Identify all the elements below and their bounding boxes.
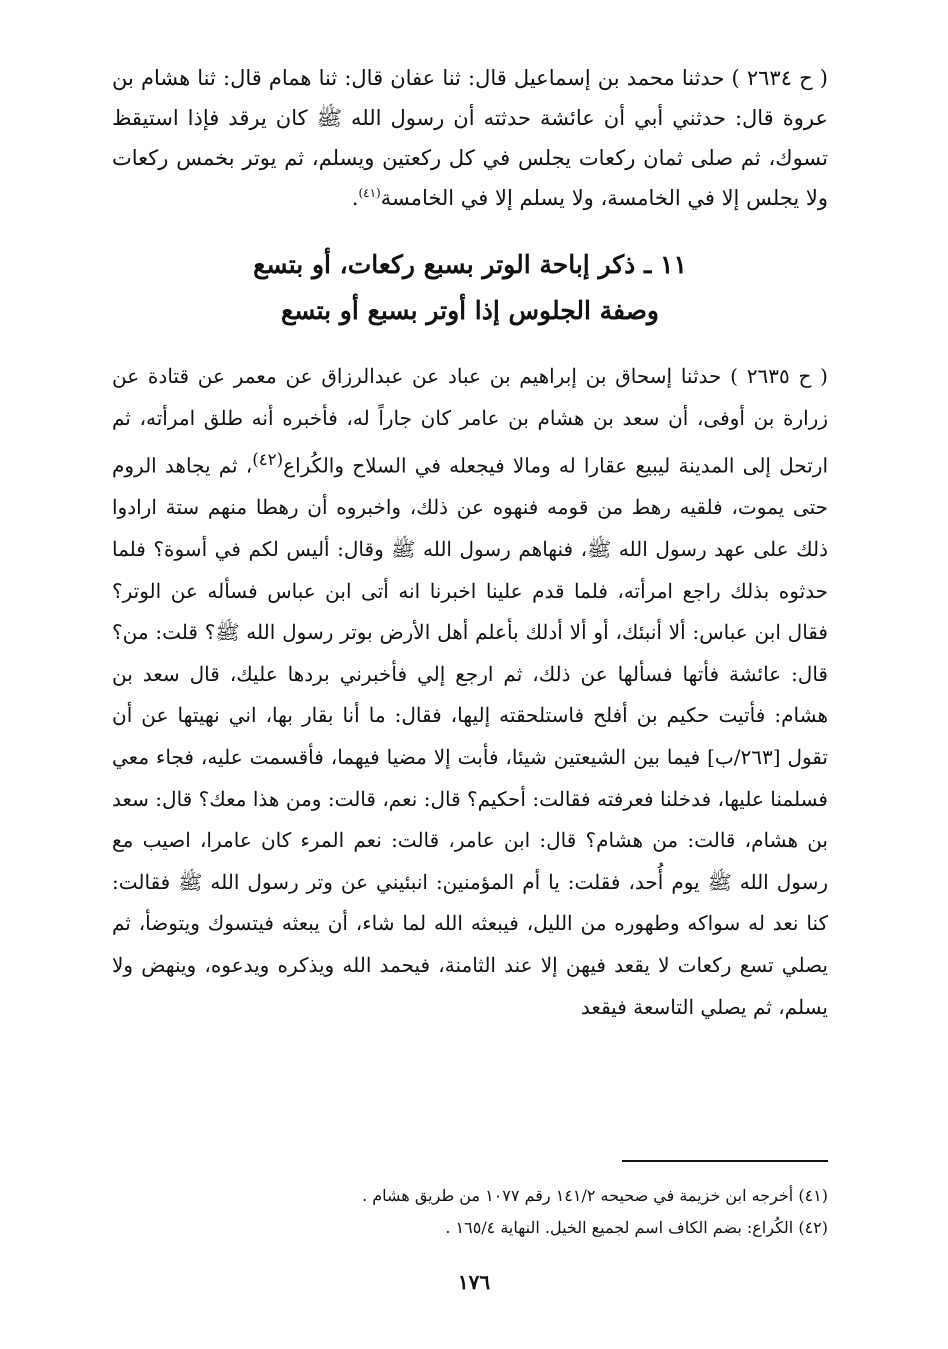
page-number: ١٧٦: [457, 1270, 491, 1294]
hadith-2635-text-part1: ( ح ٢٦٣٥ ) حدثنا إسحاق بن إبراهيم بن عباد عن عبدالرزاق عن معمر عن قتادة عن زرارة بن أوفى، أن سعد بن هشام بن عامر كان جاراً له، فأخبره أنه طلق امرأته، ثم ارتحل إلى المدينة ليبيع عقارا له ومالا فيجعله في السلاح والكُراع: [112, 364, 828, 478]
section-heading-line-2: وصفة الجلوس إذا أوتر بسبع أو بتسع: [280, 296, 659, 325]
hadith-2635-paragraph: [112, 356, 828, 1028]
footnote-42: (٤٢) الكُراع: بضم الكاف اسم لجميع الخيل. النهاية ١٦٥/٤ .: [445, 1218, 828, 1237]
hadith-2634-text: ( ح ٢٦٣٤ ) حدثنا محمد بن إسماعيل قال: ثنا عفان قال: ثنا همام قال: ثنا هشام بن عروة قال: حدثني أبي أن عائشة حدثته أن رسول الله ﷺ كان يرقد فإذا استيقظ تسوك، ثم صلى ثمان ركعات يجلس في كل ركعتين ويسلم، ثم يوتر بخمس ركعات ولا يجلس إلا في الخامسة، ولا يسلم إلا في الخامسة: [112, 66, 828, 210]
hadith-2634-paragraph: [112, 58, 828, 218]
footnote-separator: [622, 1160, 828, 1162]
section-heading-line-1: ١١ ـ ذكر إباحة الوتر بسبع ركعات، أو بتسع: [253, 250, 687, 279]
footnote-ref-42: (٤٢): [252, 450, 284, 470]
footnote-ref-41: (٤١): [358, 186, 381, 200]
footnote-41: (٤١) أخرجه ابن خزيمة في صحيحه ١٤١/٢ رقم ١٠٧٧ من طريق هشام .: [362, 1186, 828, 1205]
hadith-2635-text-part2: ، ثم يجاهد الروم حتى يموت، فلقيه رهط من قومه فنهوه عن ذلك، واخبروه أن رهطا منهم ستة ارادوا ذلك على عهد رسول الله ﷺ، فنهاهم رسول الله ﷺ وقال: أليس لكم في أسوة؟ فلما حدثوه بذلك راجع امرأته، فلما قدم علينا اخبرنا انه أتى ابن عباس فسأله عن الوتر؟ فقال ابن عباس: ألا أنبئك، أو ألا أدلك بأعلم أهل الأرض بوتر رسول الله ﷺ؟ قلت: من؟ قال: عائشة فأتها فسألها عن ذلك، ثم ارجع إلي فأخبرني بردها عليك، قال سعد بن هشام: فأتيت حكيم بن أفلح فاستلحقته إليها، فقال: ما أنا بقار بها، اني نهيتها عن أن تقول [٢٦٣/ب] فيما بين الشيعتين شيئا، فأبت إلا مضيا فيهما، فأقسمت عليه، فجاء معي فسلمنا عليها، فدخلنا فعرفته فقالت: أحكيم؟ قال: نعم، قالت: ومن هذا معك؟ قال: سعد بن هشام، قالت: من هشام؟ قال: ابن عامر، قالت: نعم المرء كان عامرا، اصيب مع رسول الله ﷺ يوم أُحد، فقلت: يا أم المؤمنين: انبئيني عن وتر رسول الله ﷺ فقالت: كنا نعد له سواكه وطهوره من الليل، فيبعثه الله لما شاء، أن يبعثه فيتسوك ويتوضأ، ثم يصلي تسع ركعات لا يقعد فيهن إلا عند الثامنة، فيحمد الله ويذكره ويدعوه، وينهض ولا يسلم، ثم يصلي التاسعة فيقعد: [112, 453, 829, 1019]
page-body: [112, 58, 828, 1028]
footnotes: [128, 1180, 828, 1244]
section-heading: [112, 242, 828, 334]
hadith-2634-end: .: [351, 186, 359, 210]
